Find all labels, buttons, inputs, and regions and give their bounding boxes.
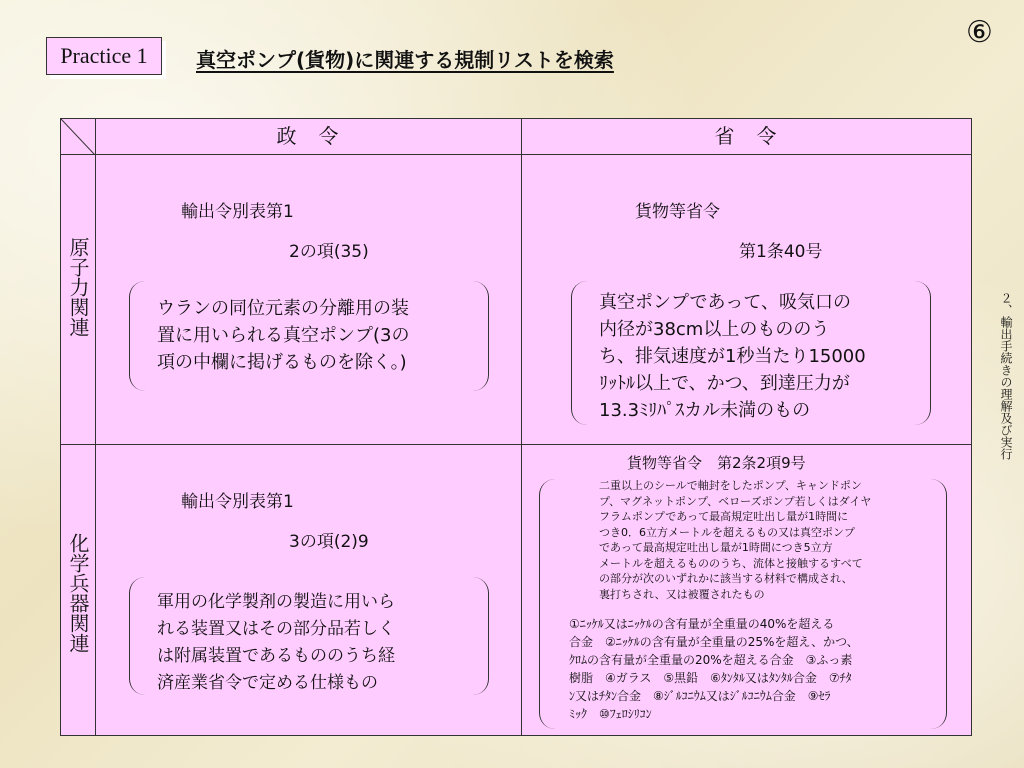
practice-badge: Practice 1 (46, 37, 162, 75)
r1c1-ref-table: 輸出令別表第1 (181, 202, 294, 222)
col-header-ministerial-order: 省 令 (714, 124, 778, 148)
r2c1-ref-table: 輸出令別表第1 (181, 492, 294, 512)
page-title: 真空ポンプ(貨物)に関連する規制リストを検索 (196, 48, 614, 72)
r2c2-ref-order: 貨物等省令 第2条2項9号 (627, 454, 806, 472)
row-divider (61, 444, 971, 445)
r2c2-materials-list: ①ﾆｯｹﾙ又はﾆｯｹﾙの含有量が全重量の40%を超える 合金 ②ﾆｯｹﾙの含有量が全重量の25%を超え、かつ、 ｸﾛﾑの含有量が全重量の20%を超える合金 ③ふっ素 樹脂 ④ガラス ⑤黒鉛 ⑥ﾀﾝﾀﾙ又はﾀﾝﾀﾙ合金 ⑦ﾁﾀ ﾝ又はﾁﾀﾝ合金 ⑧ｼﾞﾙｺﾆｳﾑ又はｼﾞﾙｺﾆｳﾑ合金 ⑨ｾﾗ ﾐｯｸ ⑩ﾌｪﾛｼﾘｺﾝ (569, 617, 859, 721)
r2c2-description: 二重以上のシールで軸封をしたポンプ、キャンドポン プ、マグネットポンプ、ベローズポンプ若しくはダイヤ フラムポンプであって最高規定吐出し量が1時間に つき0．6立方メートルを超えるもの又は真空ポンプ であって最高規定吐出し量が1時間につき5立方 メートルを超えるもののうち、流体と接触するすべて の部分が次のいずれかに該当する材料で構成され、 裏打ちされ、又は被覆されたもの (599, 479, 872, 601)
row-label-chemical-weapons: 化学兵器関連 (66, 533, 90, 653)
r1c2-description: 真空ポンプであって、吸気口の 内径が38cm以上のもののう ち、排気速度が1秒当たり15000 ﾘｯﾄﾙ以上で、かつ、到達圧力が 13.3ﾐﾘﾊﾟｽカル未満のもの (599, 292, 866, 421)
r1c2-ref-order: 貨物等省令 (635, 202, 720, 222)
col-header-cabinet-order: 政 令 (276, 124, 340, 148)
header-divider (61, 154, 971, 155)
row-label-nuclear: 原子力関連 (66, 237, 90, 337)
r1c1-description: ウランの同位元素の分離用の装 置に用いられる真空ポンプ(3の 項の中欄に掲げるものを除く。) (157, 298, 410, 373)
label-column-divider (95, 119, 96, 735)
r1c1-ref-item: 2の項(35) (289, 242, 369, 262)
page-number: ⑥ (966, 15, 993, 50)
r1c2-ref-article: 第1条40号 (739, 242, 823, 262)
regulation-table (60, 118, 972, 736)
corner-diagonal (61, 119, 95, 155)
r2c1-ref-item: 3の項(2)9 (289, 532, 369, 552)
r2c1-description: 軍用の化学製剤の製造に用いら れる装置又はその部分品若しく は附属装置であるもののうち経 済産業省令で定める仕様もの (157, 592, 395, 693)
section-sidebar-label: ２、輸出手続きの理解及び実行 (999, 292, 1013, 460)
column-divider (521, 119, 522, 735)
